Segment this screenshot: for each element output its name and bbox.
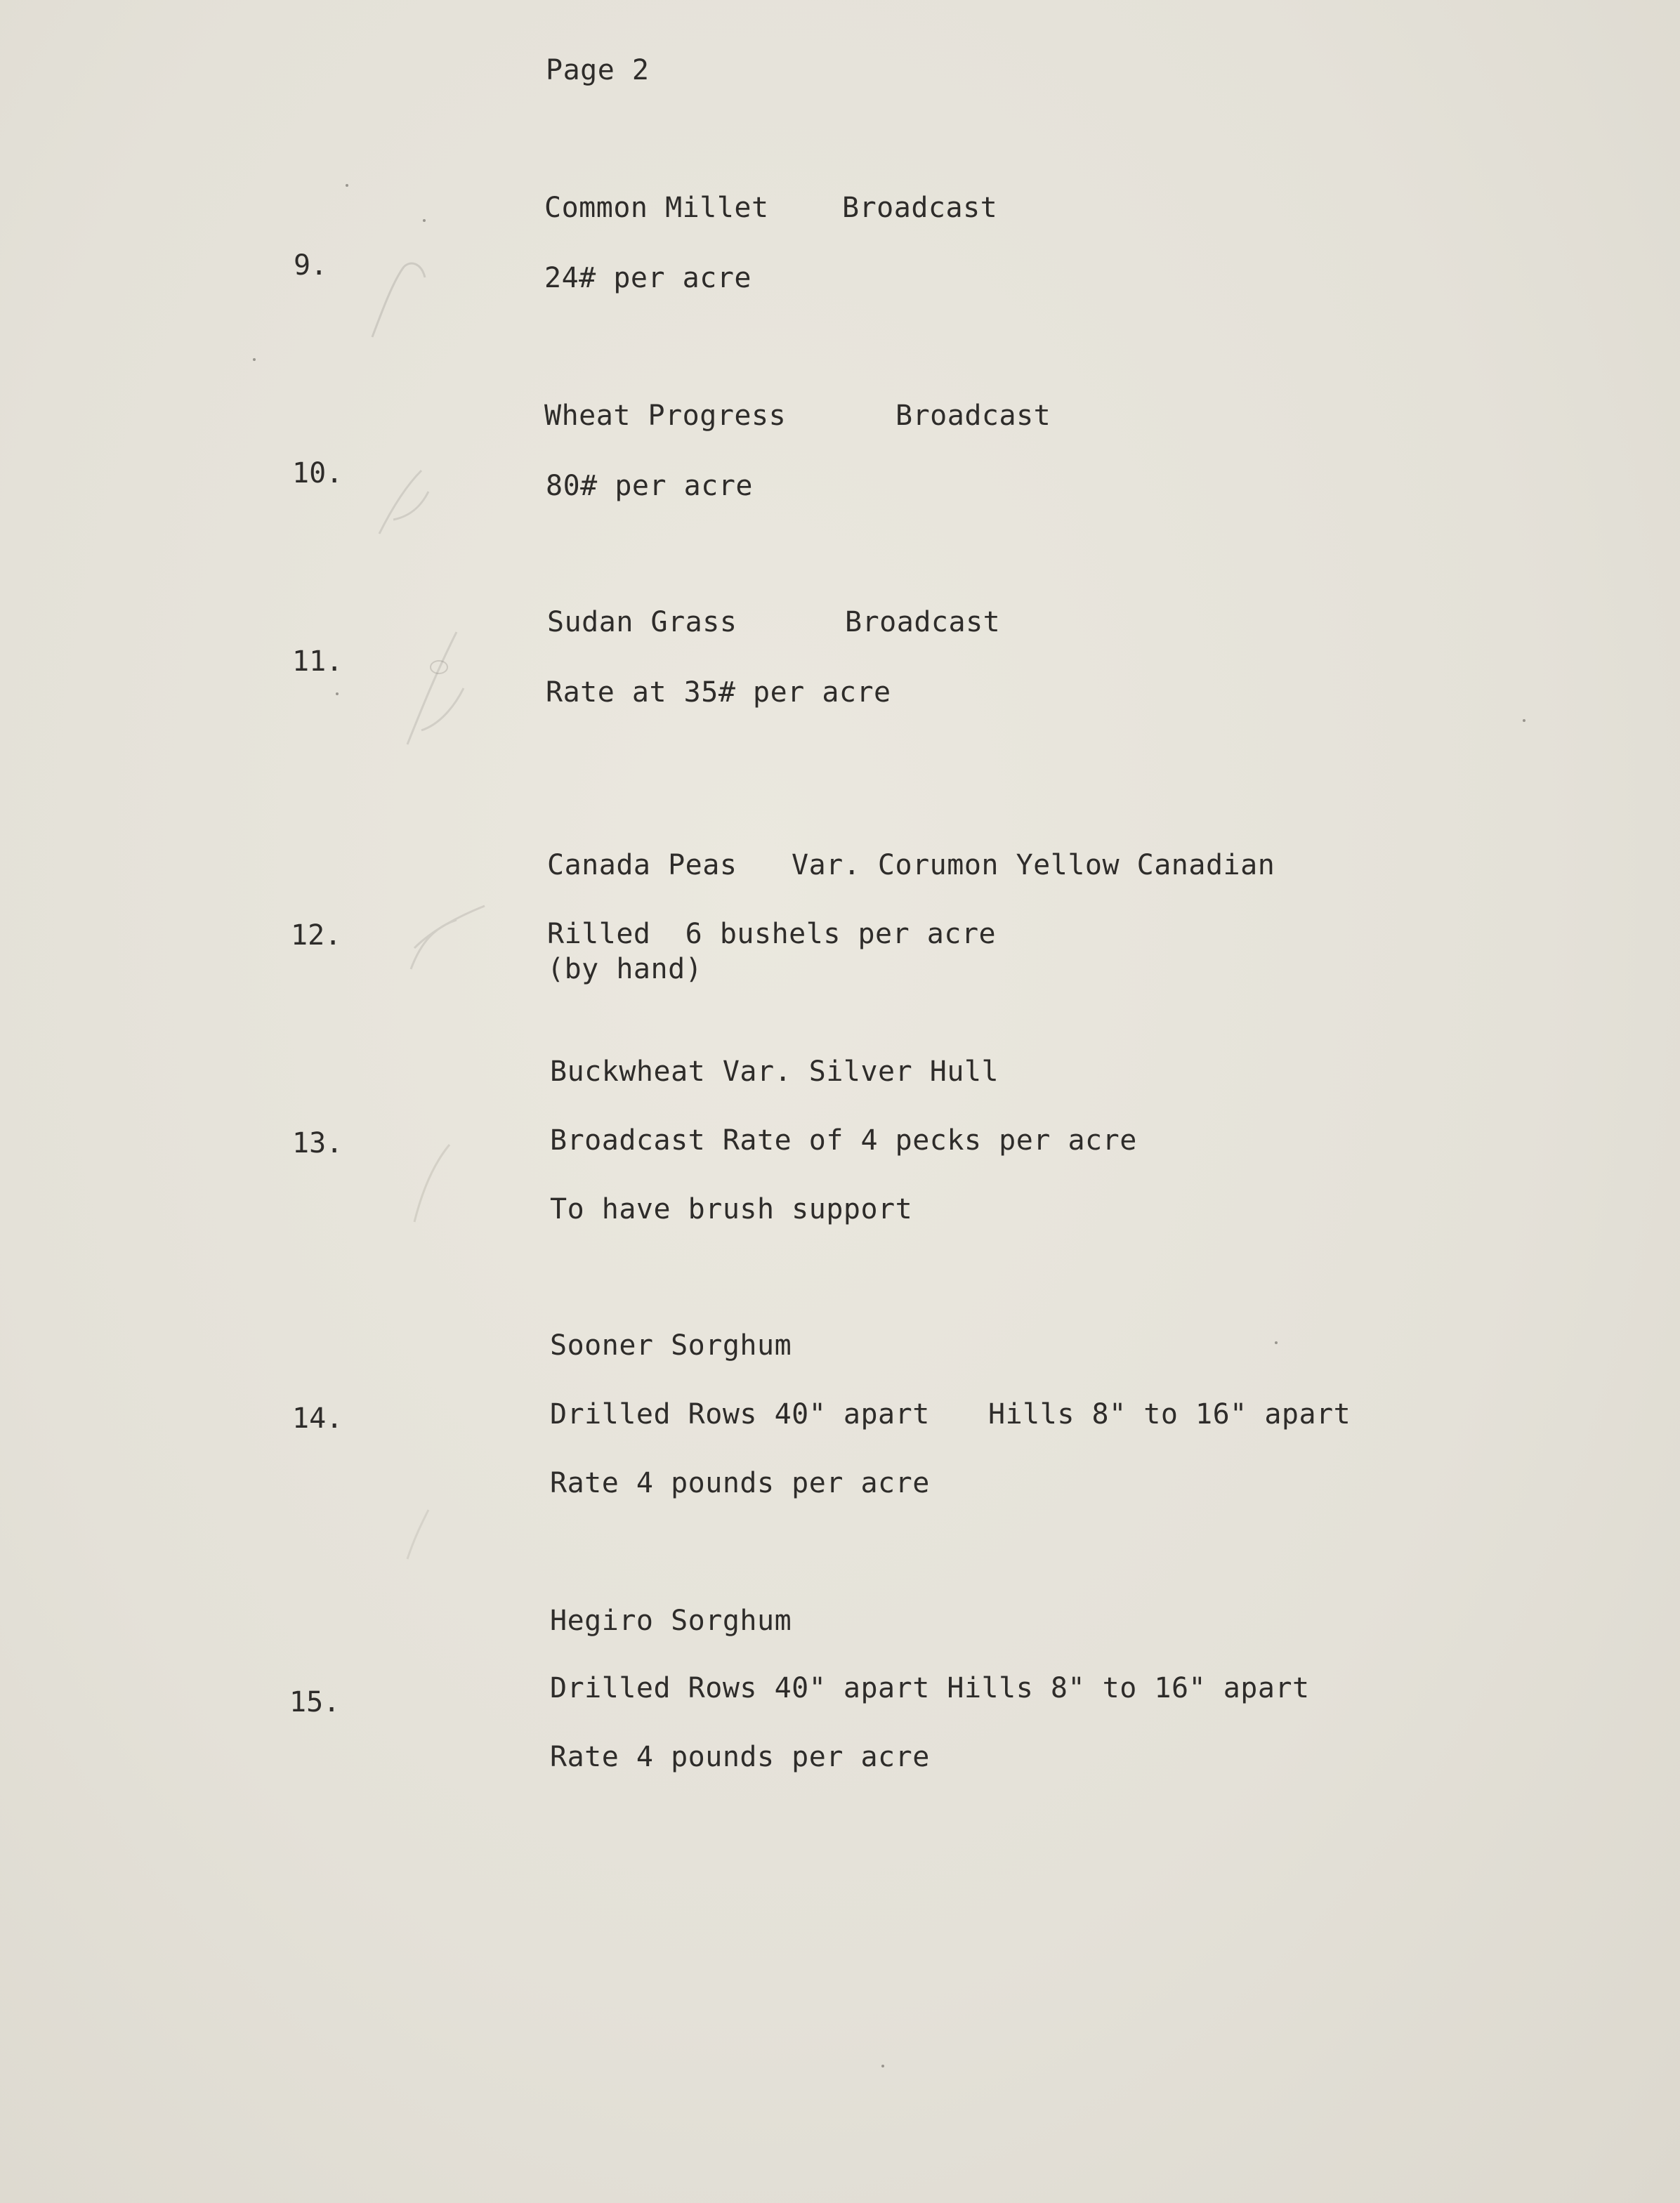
entry-14-hills: Hills 8" to 16" apart xyxy=(988,1398,1351,1431)
entry-15-rows: Drilled Rows 40" apart Hills 8" to 16" apart xyxy=(550,1672,1310,1704)
entry-14-rows: Drilled Rows 40" apart xyxy=(550,1398,930,1431)
entry-13-note: To have brush support xyxy=(550,1193,913,1225)
entry-10-method: Broadcast xyxy=(895,400,1051,432)
entry-10-crop: Wheat Progress xyxy=(544,400,787,432)
entry-10-rate: 80# per acre xyxy=(546,470,753,502)
entry-11-number: 11. xyxy=(292,645,343,678)
entry-9-crop: Common Millet xyxy=(544,192,769,224)
entry-9-number: 9. xyxy=(294,249,328,282)
entry-14-crop: Sooner Sorghum xyxy=(550,1329,792,1362)
entry-11-crop: Sudan Grass xyxy=(547,606,737,638)
entry-12-note: (by hand) xyxy=(547,953,703,985)
paper-speck xyxy=(346,184,348,187)
paper-speck xyxy=(253,358,256,361)
entry-13-crop: Buckwheat Var. Silver Hull xyxy=(550,1056,999,1088)
entry-15-crop: Hegiro Sorghum xyxy=(550,1605,792,1637)
entry-13-number: 13. xyxy=(292,1127,343,1159)
entry-9-method: Broadcast xyxy=(842,192,998,224)
entry-12-rate: Rilled 6 bushels per acre xyxy=(547,918,997,950)
page-label: Page 2 xyxy=(546,54,650,86)
entry-14-rate: Rate 4 pounds per acre xyxy=(550,1467,930,1499)
entry-13-rate: Broadcast Rate of 4 pecks per acre xyxy=(550,1124,1137,1157)
entry-11-method: Broadcast xyxy=(845,606,1001,638)
entry-12-number: 12. xyxy=(291,919,342,952)
paper-speck xyxy=(1275,1341,1278,1344)
paper-speck xyxy=(423,219,426,222)
entry-11-rate: Rate at 35# per acre xyxy=(546,676,891,709)
entry-15-number: 15. xyxy=(289,1686,341,1718)
entry-10-number: 10. xyxy=(292,457,343,489)
entry-9-rate: 24# per acre xyxy=(544,262,752,294)
paper-speck xyxy=(881,2065,884,2067)
paper-speck xyxy=(336,692,339,695)
entry-15-rate: Rate 4 pounds per acre xyxy=(550,1741,930,1773)
entry-14-number: 14. xyxy=(292,1402,343,1435)
paper-speck xyxy=(1523,719,1525,722)
entry-12-variety: Var. Corumon Yellow Canadian xyxy=(792,849,1275,881)
entry-12-crop: Canada Peas xyxy=(547,849,737,881)
